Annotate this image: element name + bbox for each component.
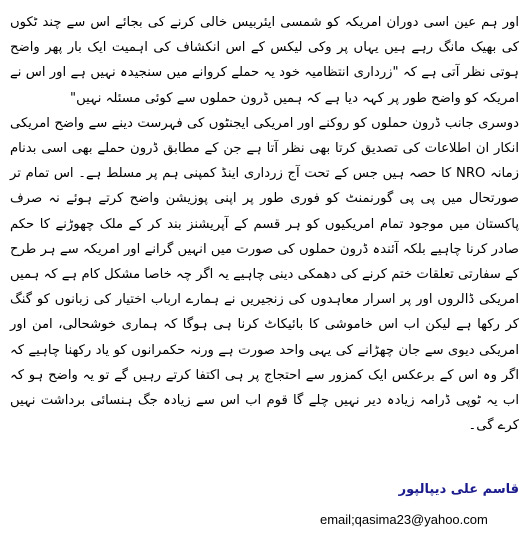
article-paragraph-1: اور ہم عین اسی دوران امریکہ کو شمسی ایئربیس خالی کرنے کی بجائے اس سے چند ٹکوں کی بھیک مانگ رہے ہیں یہاں پر وکی لیکس کے اس انکشاف کی اہمیت ایک بار پھر واضح ہوتی نظر آتی ہے کہ "زرداری انتظامیہ خود یہ حملے کروانے میں سنجیدہ نہیں ہے اور اس نے امریکہ کو واضح طور پر کہہ دیا ہے کہ ہمیں ڈرون حملوں سے کوئی مسئلہ نہیں" <box>10 15 519 106</box>
article-paragraph-2: دوسری جانب ڈرون حملوں کو روکنے اور امریکی ایجنٹوں کی فہرست دینے سے واضح امریکی انکار ان اطلاعات کی تصدیق کرتا بھی نظر آتا ہے جن کے مطابق ڈرون حملے بھی اسی بدنام زمانہ NRO کا حصہ ہیں جس کے تحت آج زرداری اینڈ کمپنی ہم پر مسلط ہے۔ اس تمام تر صورتحال میں پی پی گورنمنٹ کو فوری طور پر اپنی پوزیشن واضح کرتے ہوئے نہ صرف پاکستان میں موجود تمام امریکیوں کو ہر قسم کے آپریشنز بند کر کے ملک چھوڑنے کا حکم صادر کرنا چاہیے بلکہ آئندہ ڈرون حملوں کی صورت میں انہیں گرانے اور امریکہ سے ہر طرح کے سفارتی تعلقات ختم کرنے کی دھمکی دینی چاہیے یہ اگر چہ خاصا مشکل کام ہے کہ ہمیں امریکی ڈالروں اور پر اسرار معاہدوں کی زنجیریں نے ہمارے ارباب اختیار کی زبانوں کو گنگ کر رکھا ہے لیکن اب اس خاموشی کا بائیکاٹ کرنا ہی ہوگا کہ ہماری خوشحالی، امن اور امریکی دیوی سے جان چھڑانے کی یہی واحد صورت ہے ورنہ حکمرانوں کو یاد رکھنا چاہیے کہ اگر وہ اس کے برعکس ایک کمزور سے احتجاج پر ہی اکتفا کرتے رہیں گے تو یہ واضح ہو کہ اب یہ ٹوپی ڈرامہ زیادہ دیر نہیں چلے گا قوم اب اس سے زیادہ جگ ہنسائی برداشت نہیں کرے گی۔ <box>10 115 519 434</box>
author-email: email;qasima23@yahoo.com <box>320 512 488 527</box>
article-body <box>10 10 519 438</box>
author-name: قاسم علی دیپالپور <box>398 482 519 497</box>
